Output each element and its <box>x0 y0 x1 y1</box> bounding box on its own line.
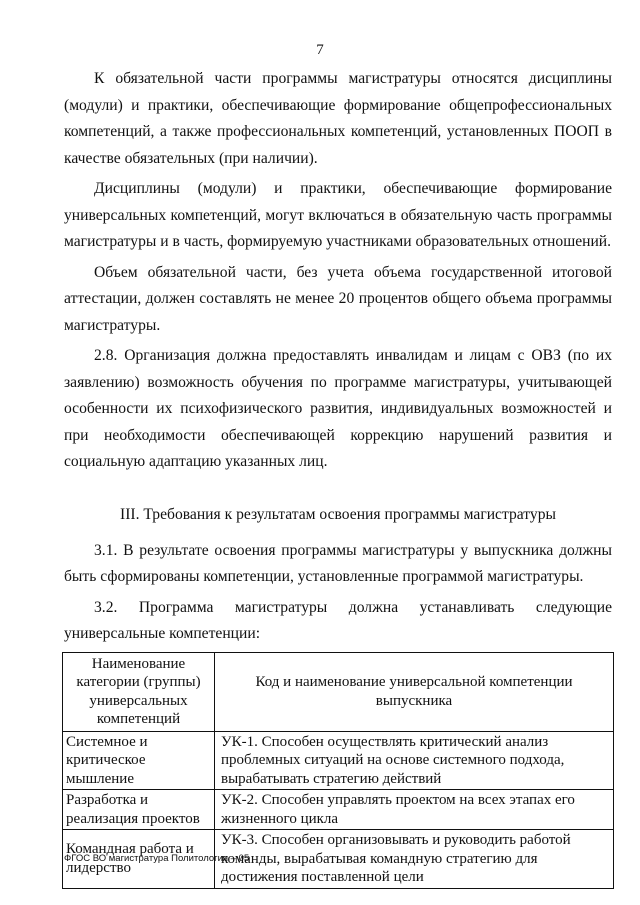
category-cell: Командная работа и лидерство <box>63 830 215 889</box>
header-competency: Код и наименование универсальной компетенции выпускника <box>215 652 614 731</box>
table-row <box>63 790 614 830</box>
paragraph-3-1: 3.1. В результате освоения программы магистратуры у выпускника должны быть сформированы компетенции, установленные программой магистратуры. <box>64 541 612 585</box>
paragraph-mandatory-part: К обязательной части программы магистратуры относятся дисциплины (модули) и практики, обеспечивающие формирование общепрофессиональных компетенций, а также профессиональных компетенций, установленных ПООП в качестве обязательных (при наличии). <box>64 70 612 167</box>
paragraph-mandatory-volume: Объем обязательной части, без учета объема государственной итоговой аттестации, должен составлять не менее 20 процентов общего объема программы магистратуры. <box>64 263 612 334</box>
header-category: Наименование категории (группы) универсальных компетенций <box>63 652 215 731</box>
paragraph-3-2: 3.2. Программа магистратуры должна устанавливать следующие универсальные компетенции: <box>64 598 612 642</box>
page-footer: ФГОС ВО магистратура Политология – 05 <box>64 853 250 864</box>
table-row <box>63 731 614 790</box>
competency-cell: УК-1. Способен осуществлять критический анализ проблемных ситуаций на основе системного подхода, вырабатывать стратегию действий <box>215 731 614 790</box>
paragraph-2-8-disabilities: 2.8. Организация должна предоставлять инвалидам и лицам с ОВЗ (по их заявлению) возможность обучения по программе магистратуры, учитывающей особенности их психофизического развития, индивидуальных возможностей и при необходимости обеспечивающей коррекцию нарушений развития и социальную адаптацию указанных лиц. <box>64 347 612 470</box>
competency-cell: УК-3. Способен организовывать и руководить работой команды, вырабатывая командную стратегию для достижения поставленной цели <box>215 830 614 889</box>
document-body <box>64 66 612 889</box>
paragraph-universal-competencies: Дисциплины (модули) и практики, обеспечивающие формирование универсальных компетенций, могут включаться в обязательную часть программы магистратуры и в часть, формируемую участниками образовательных отношений. <box>64 180 612 250</box>
page-number: 7 <box>316 42 324 58</box>
competency-cell: УК-2. Способен управлять проектом на всех этапах его жизненного цикла <box>215 790 614 830</box>
category-cell: Системное и критическое мышление <box>63 731 215 790</box>
category-cell: Разработка и реализация проектов <box>63 790 215 830</box>
table-header-row <box>63 652 614 731</box>
section-title: III. Требования к результатам освоения программы магистратуры <box>120 505 556 523</box>
